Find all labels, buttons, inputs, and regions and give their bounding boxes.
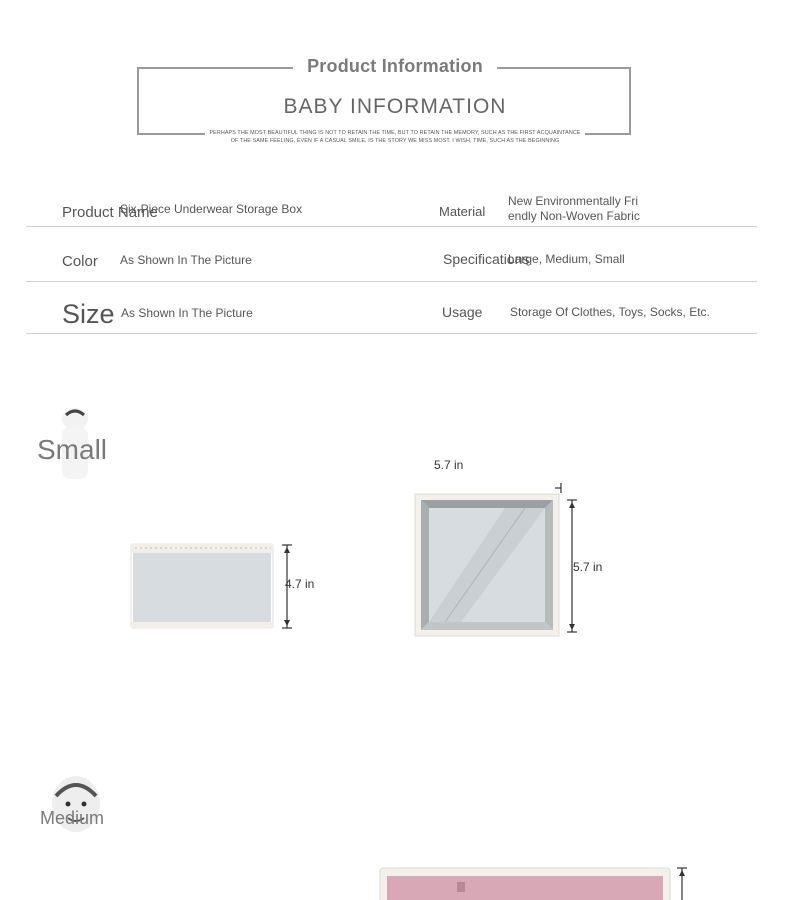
small-depth-dim: 5.7 in <box>573 560 603 574</box>
table-divider-1 <box>26 226 757 227</box>
small-box-top-view <box>405 478 595 648</box>
usage-value: Storage Of Clothes, Toys, Socks, Etc. <box>510 305 710 319</box>
header-quote-line2: OF THE SAME FEELING, EVEN IF A CASUAL SMILE, IS THE STORY WE MISS MOST. I WISH, TIME, SUCH AS THE BEGINNING <box>227 138 564 144</box>
header-quote <box>200 129 590 145</box>
medium-box-view <box>375 862 695 900</box>
medium-box-fabric <box>387 876 663 900</box>
material-value-line2: endly Non-Woven Fabric <box>508 209 640 223</box>
small-section-label: Small <box>37 434 108 465</box>
specifications-value: Large, Medium, Small <box>508 252 625 266</box>
size-value: As Shown In The Picture <box>121 306 253 320</box>
size-label: Size <box>62 299 115 329</box>
product-name-label: Product Name <box>62 204 158 221</box>
table-divider-3 <box>26 333 757 334</box>
header-quote-line1: PERHAPS THE MOST BEAUTIFUL THING IS NOT TO RETAIN THE TIME, BUT TO RETAIN THE MEMORY, SUCH AS THE FIRST ACQUAINTANCE <box>205 130 584 136</box>
material-value-line1: New Environmentally Fri <box>508 194 639 208</box>
table-divider-2 <box>26 281 757 282</box>
specifications-label: Specifications <box>443 251 530 267</box>
usage-label: Usage <box>442 304 483 320</box>
page-title <box>0 56 790 77</box>
page-title-text: Product Information <box>293 56 497 76</box>
material-label: Material <box>439 204 486 219</box>
small-height-dim: 4.7 in <box>285 577 315 591</box>
product-name-value: Six-Piece Underwear Storage Box <box>120 202 303 216</box>
header-subtitle: BABY INFORMATION <box>283 95 507 118</box>
small-width-dim: 5.7 in <box>434 458 464 472</box>
medium-section-label: Medium <box>40 808 105 828</box>
small-box-fabric <box>133 552 271 624</box>
color-value: As Shown In The Picture <box>120 253 252 267</box>
material-value <box>508 194 640 224</box>
color-label: Color <box>62 253 98 270</box>
